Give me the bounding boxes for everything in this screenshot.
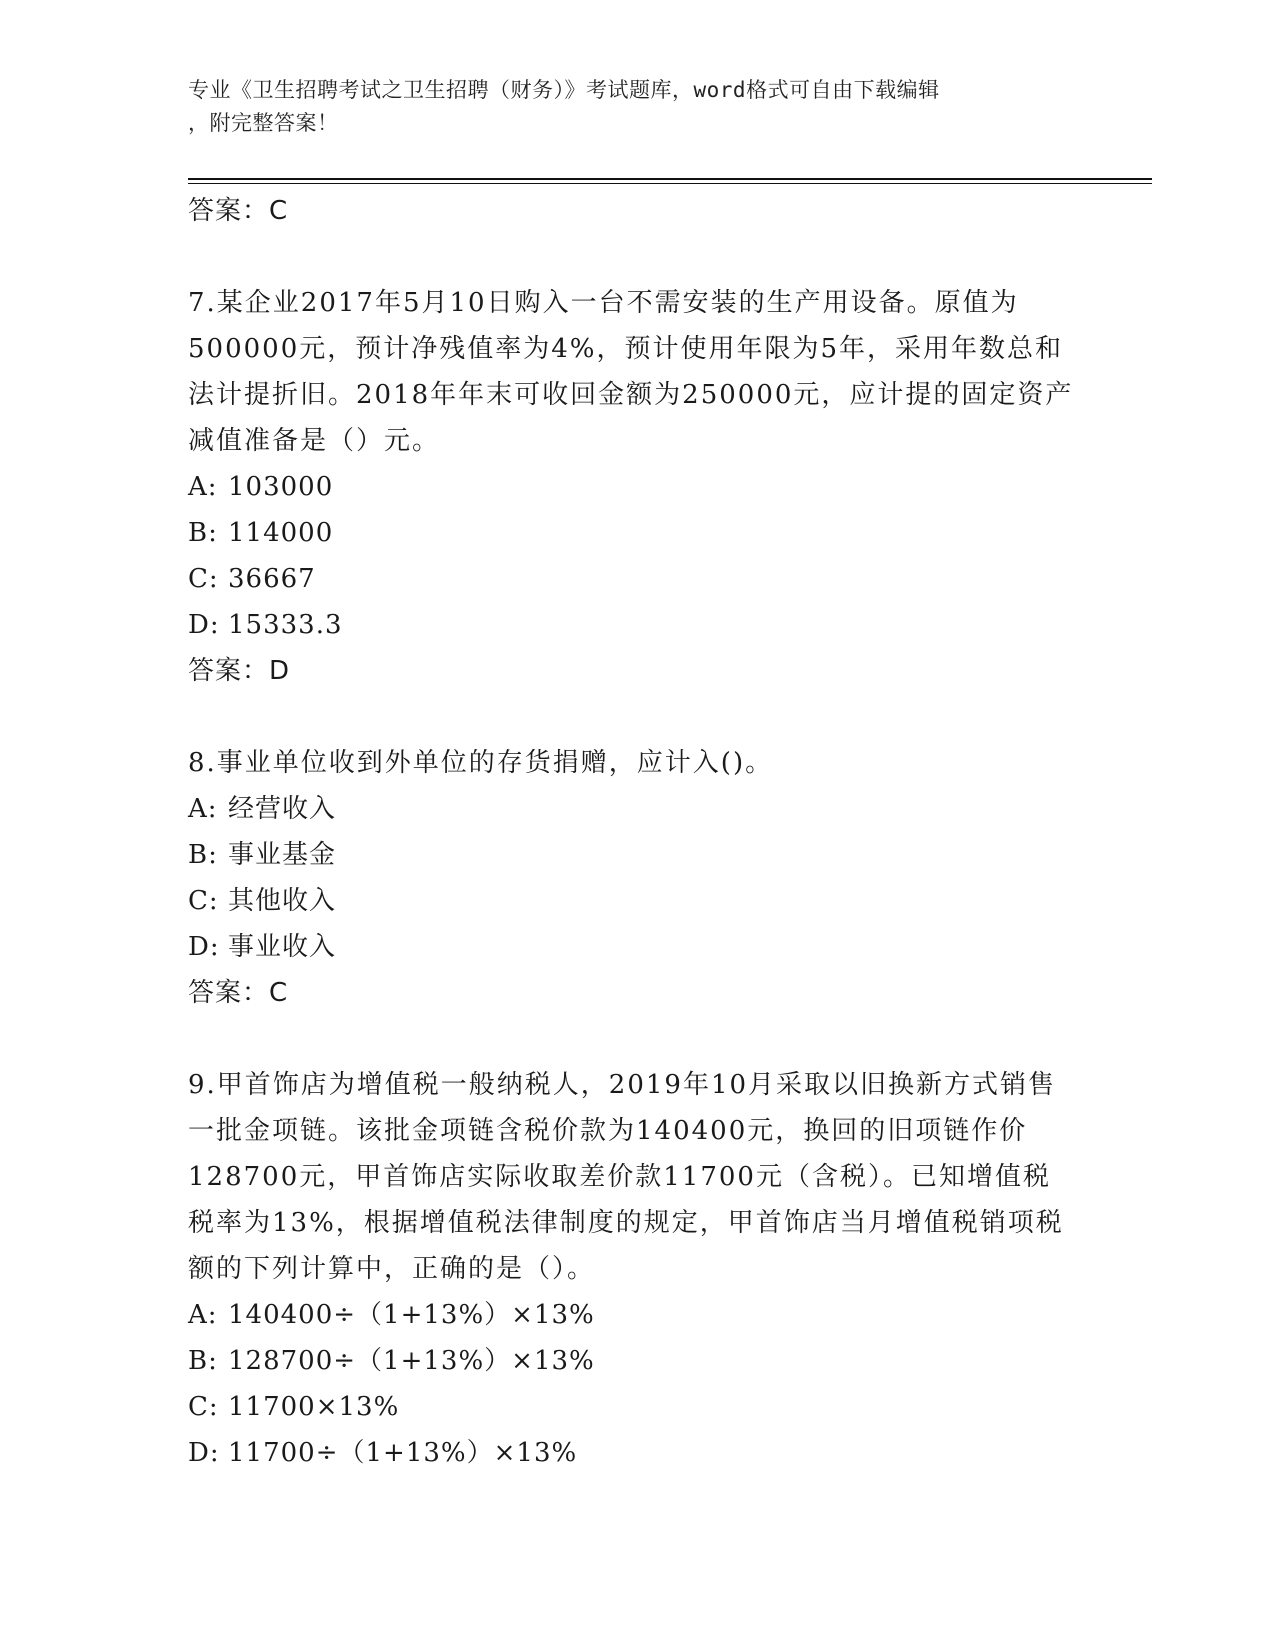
- question-stem-line: 8.事业单位收到外单位的存货捐赠，应计入()。: [188, 748, 774, 778]
- option-a: [188, 786, 1088, 832]
- document-body: [188, 188, 1088, 1476]
- option-label: A:: [188, 472, 218, 502]
- question-stem-line: 法计提折旧。2018年年末可收回金额为250000元，应计提的固定资产: [188, 380, 1074, 410]
- option-label: D:: [188, 932, 220, 962]
- option-d: [188, 1430, 1088, 1476]
- document-header: [188, 74, 1088, 140]
- option-label: C:: [188, 564, 219, 594]
- option-d: [188, 924, 1088, 970]
- option-a: [188, 464, 1088, 510]
- option-label: D:: [188, 1438, 220, 1468]
- question-stem-line: 额的下列计算中，正确的是（）。: [188, 1254, 596, 1284]
- option-text: 其他收入: [228, 886, 337, 916]
- header-rule-thick: [188, 178, 1152, 180]
- option-label: B:: [188, 840, 218, 870]
- previous-answer: 答案：C: [188, 196, 289, 226]
- option-label: B:: [188, 518, 218, 548]
- option-label: C:: [188, 1392, 219, 1422]
- option-text: 103000: [228, 472, 334, 502]
- option-text: 经营收入: [228, 794, 337, 824]
- question-7: [188, 280, 1088, 694]
- answer-line: 答案：C: [188, 978, 289, 1008]
- question-stem-line: 128700元，甲首饰店实际收取差价款11700元（含税）。已知增值税: [188, 1162, 1051, 1192]
- option-label: B:: [188, 1346, 218, 1376]
- answer-line: 答案：D: [188, 656, 291, 686]
- option-b: [188, 510, 1088, 556]
- option-label: A:: [188, 1300, 218, 1330]
- header-line-1: 专业《卫生招聘考试之卫生招聘（财务）》考试题库，word格式可自由下载编辑: [188, 78, 940, 102]
- option-text: 128700÷（1+13%）×13%: [228, 1346, 595, 1376]
- question-stem-line: 7.某企业2017年5月10日购入一台不需安装的生产用设备。原值为: [188, 288, 1019, 318]
- option-text: 事业收入: [228, 932, 337, 962]
- option-c: [188, 556, 1088, 602]
- option-label: C:: [188, 886, 219, 916]
- option-c: [188, 1384, 1088, 1430]
- option-b: [188, 832, 1088, 878]
- question-stem-line: 500000元，预计净残值率为4%，预计使用年限为5年，采用年数总和: [188, 334, 1064, 364]
- option-text: 36667: [228, 564, 316, 594]
- question-stem-line: 9.甲首饰店为增值税一般纳税人，2019年10月采取以旧换新方式销售: [188, 1070, 1057, 1100]
- question-9: [188, 1062, 1088, 1476]
- option-text: 11700×13%: [228, 1392, 400, 1422]
- option-text: 140400÷（1+13%）×13%: [228, 1300, 595, 1330]
- option-label: D:: [188, 610, 220, 640]
- option-label: A:: [188, 794, 218, 824]
- option-a: [188, 1292, 1088, 1338]
- option-c: [188, 878, 1088, 924]
- option-text: 11700÷（1+13%）×13%: [228, 1438, 578, 1468]
- option-b: [188, 1338, 1088, 1384]
- question-stem-line: 一批金项链。该批金项链含税价款为140400元，换回的旧项链作价: [188, 1116, 1028, 1146]
- option-text: 114000: [228, 518, 334, 548]
- option-text: 事业基金: [228, 840, 337, 870]
- option-d: [188, 602, 1088, 648]
- question-stem-line: 税率为13%，根据增值税法律制度的规定，甲首饰店当月增值税销项税: [188, 1208, 1064, 1238]
- question-8: [188, 740, 1088, 1016]
- option-text: 15333.3: [228, 610, 343, 640]
- question-stem-line: 减值准备是（）元。: [188, 426, 441, 456]
- header-rule-thin: [188, 183, 1152, 184]
- header-line-2: ，附完整答案！: [188, 111, 339, 135]
